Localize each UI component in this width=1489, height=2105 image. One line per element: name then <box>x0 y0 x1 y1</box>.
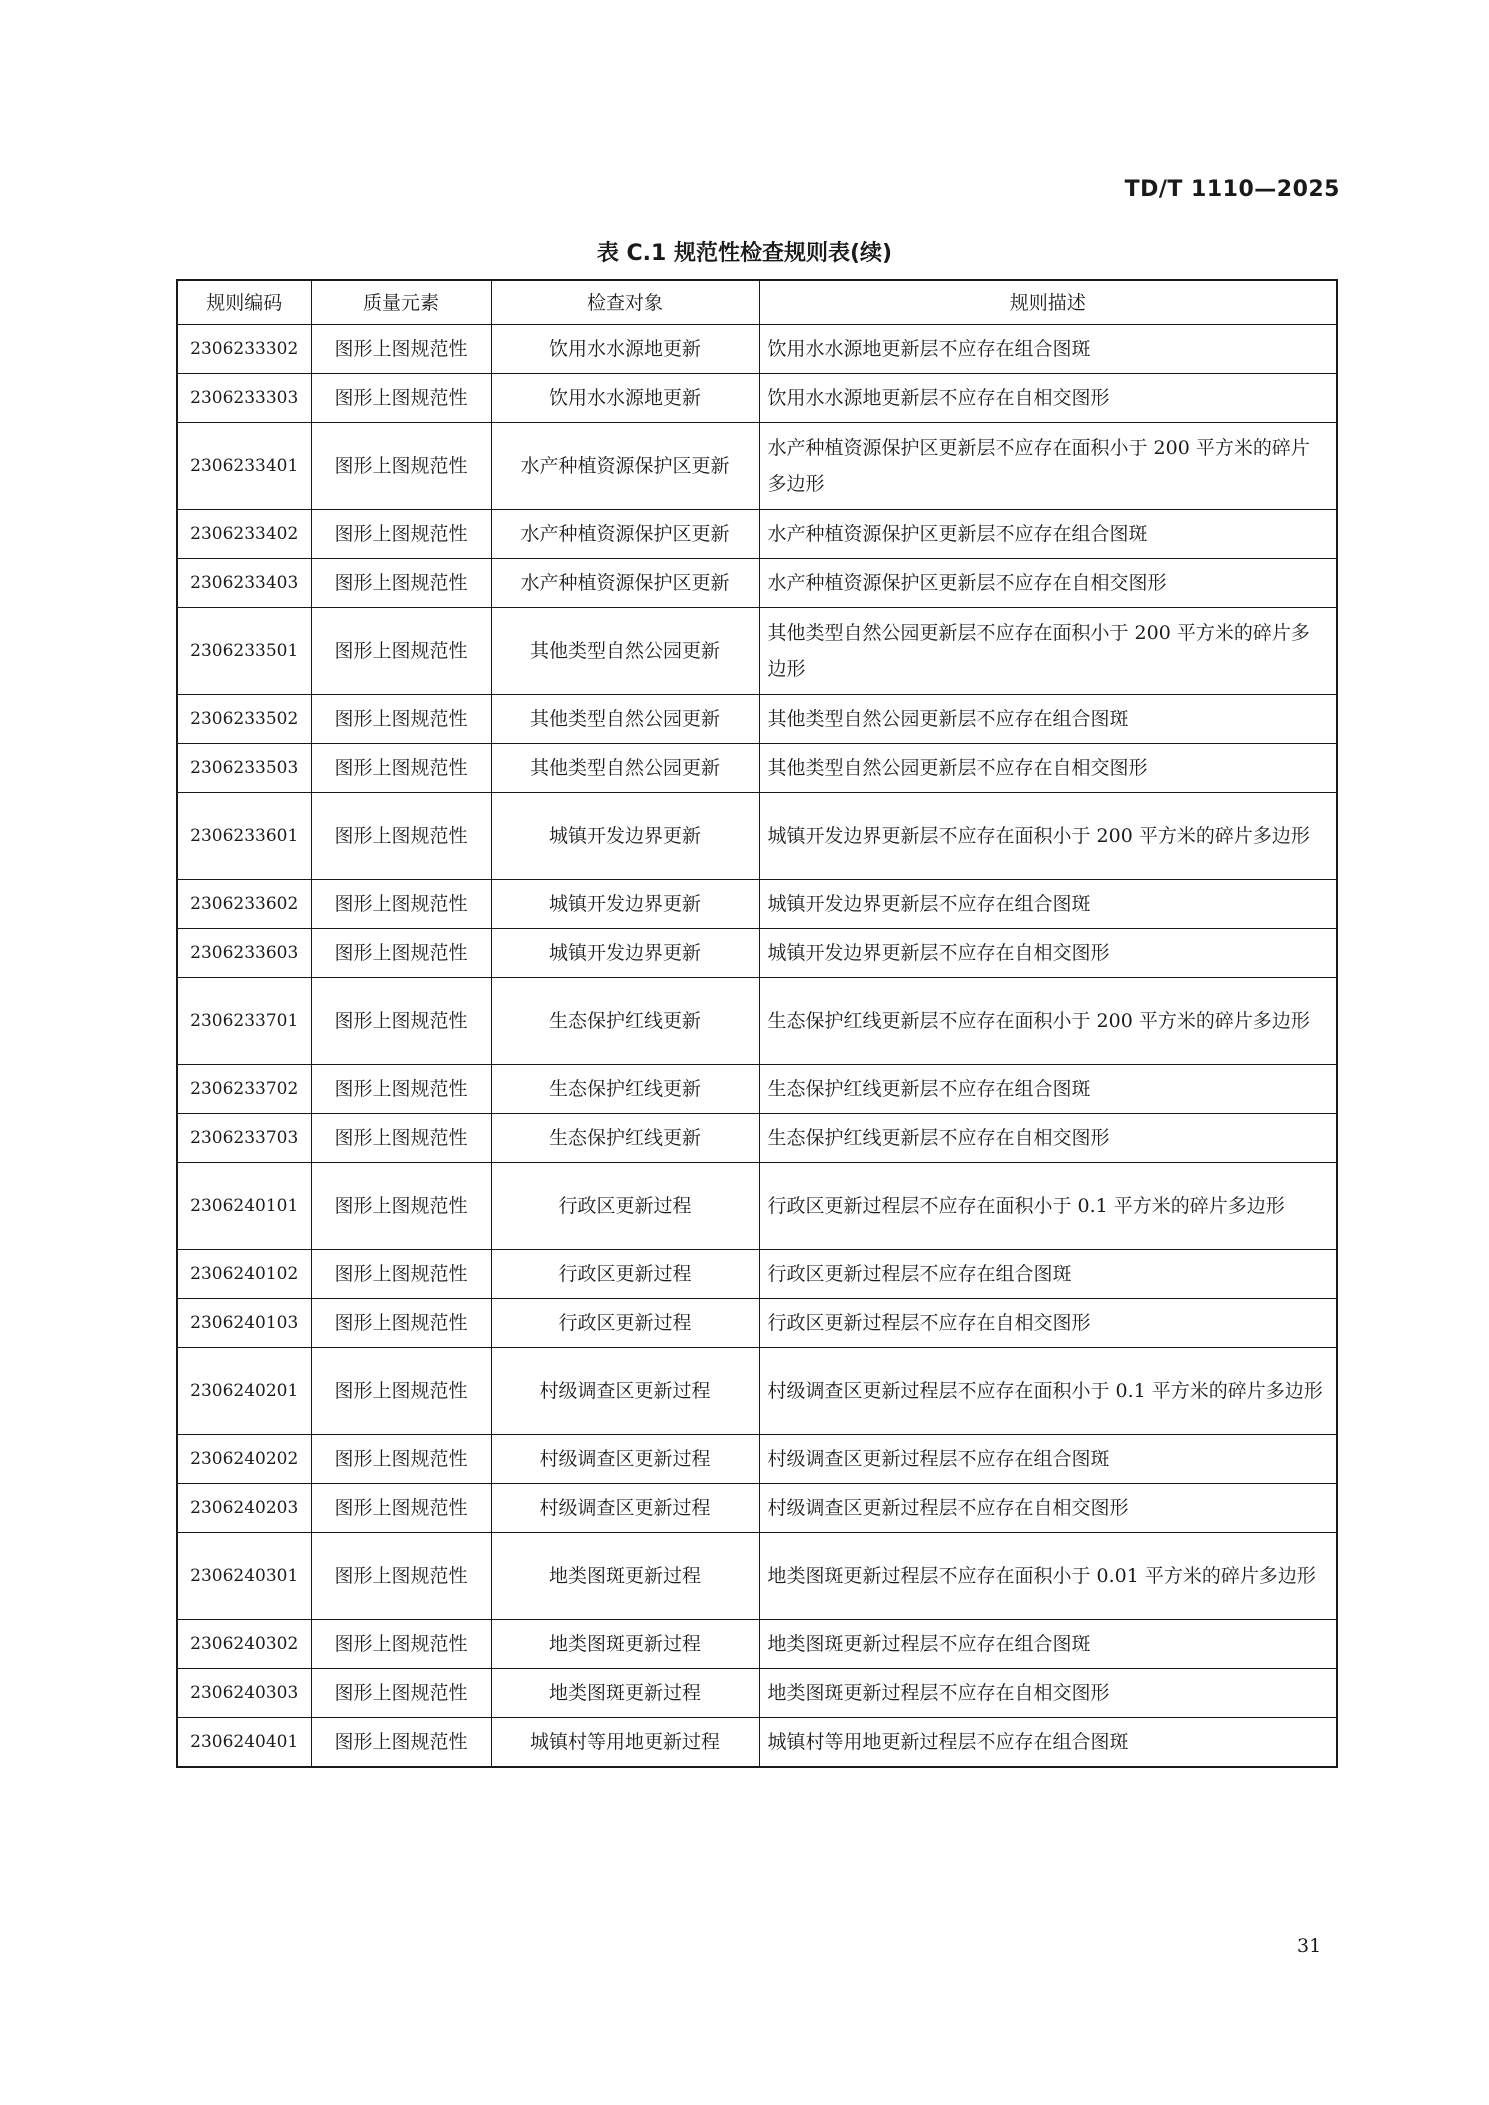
rule-description-cell: 城镇开发边界更新层不应存在组合图斑 <box>759 880 1337 929</box>
rule-code-cell: 2306233302 <box>177 325 311 374</box>
rule-code-cell: 2306233401 <box>177 423 311 510</box>
table-row <box>177 1435 1337 1484</box>
check-object-cell: 村级调查区更新过程 <box>491 1348 759 1435</box>
check-object-cell: 饮用水水源地更新 <box>491 374 759 423</box>
rule-description-cell: 生态保护红线更新层不应存在组合图斑 <box>759 1065 1337 1114</box>
quality-element-cell: 图形上图规范性 <box>311 1718 491 1768</box>
quality-element-cell: 图形上图规范性 <box>311 1065 491 1114</box>
quality-element-cell: 图形上图规范性 <box>311 374 491 423</box>
rule-description-cell: 村级调查区更新过程层不应存在组合图斑 <box>759 1435 1337 1484</box>
quality-element-cell: 图形上图规范性 <box>311 1114 491 1163</box>
check-object-cell: 生态保护红线更新 <box>491 1065 759 1114</box>
quality-element-cell: 图形上图规范性 <box>311 1620 491 1669</box>
table-row <box>177 325 1337 374</box>
check-object-cell: 水产种植资源保护区更新 <box>491 423 759 510</box>
check-object-cell: 其他类型自然公园更新 <box>491 744 759 793</box>
table-row <box>177 1669 1337 1718</box>
quality-element-cell: 图形上图规范性 <box>311 1163 491 1250</box>
rule-code-cell: 2306240301 <box>177 1533 311 1620</box>
quality-element-cell: 图形上图规范性 <box>311 1250 491 1299</box>
check-object-cell: 水产种植资源保护区更新 <box>491 559 759 608</box>
check-object-cell: 其他类型自然公园更新 <box>491 695 759 744</box>
rule-description-cell: 村级调查区更新过程层不应存在自相交图形 <box>759 1484 1337 1533</box>
rule-code-cell: 2306233701 <box>177 978 311 1065</box>
rule-description-cell: 饮用水水源地更新层不应存在自相交图形 <box>759 374 1337 423</box>
rule-code-cell: 2306240103 <box>177 1299 311 1348</box>
check-object-cell: 地类图斑更新过程 <box>491 1669 759 1718</box>
rule-code-cell: 2306233502 <box>177 695 311 744</box>
rule-code-cell: 2306233702 <box>177 1065 311 1114</box>
rule-code-cell: 2306240401 <box>177 1718 311 1768</box>
rule-description-cell: 水产种植资源保护区更新层不应存在面积小于 200 平方米的碎片多边形 <box>759 423 1337 510</box>
rule-code-cell: 2306233403 <box>177 559 311 608</box>
rule-description-cell: 地类图斑更新过程层不应存在面积小于 0.01 平方米的碎片多边形 <box>759 1533 1337 1620</box>
table-row <box>177 1484 1337 1533</box>
rule-description-cell: 村级调查区更新过程层不应存在面积小于 0.1 平方米的碎片多边形 <box>759 1348 1337 1435</box>
rule-description-cell: 其他类型自然公园更新层不应存在自相交图形 <box>759 744 1337 793</box>
rule-description-cell: 城镇村等用地更新过程层不应存在组合图斑 <box>759 1718 1337 1768</box>
quality-element-cell: 图形上图规范性 <box>311 325 491 374</box>
table-header-row <box>177 280 1337 325</box>
check-object-cell: 地类图斑更新过程 <box>491 1620 759 1669</box>
rule-code-cell: 2306240202 <box>177 1435 311 1484</box>
quality-element-cell: 图形上图规范性 <box>311 793 491 880</box>
rule-code-cell: 2306233402 <box>177 510 311 559</box>
column-header-element: 质量元素 <box>311 280 491 325</box>
rule-description-cell: 生态保护红线更新层不应存在面积小于 200 平方米的碎片多边形 <box>759 978 1337 1065</box>
rule-description-cell: 水产种植资源保护区更新层不应存在自相交图形 <box>759 559 1337 608</box>
rule-description-cell: 行政区更新过程层不应存在面积小于 0.1 平方米的碎片多边形 <box>759 1163 1337 1250</box>
rule-code-cell: 2306233603 <box>177 929 311 978</box>
check-object-cell: 生态保护红线更新 <box>491 978 759 1065</box>
rule-description-cell: 城镇开发边界更新层不应存在自相交图形 <box>759 929 1337 978</box>
quality-element-cell: 图形上图规范性 <box>311 559 491 608</box>
column-header-object: 检查对象 <box>491 280 759 325</box>
rule-code-cell: 2306233501 <box>177 608 311 695</box>
check-object-cell: 村级调查区更新过程 <box>491 1435 759 1484</box>
rule-description-cell: 饮用水水源地更新层不应存在组合图斑 <box>759 325 1337 374</box>
table-row <box>177 1114 1337 1163</box>
check-object-cell: 村级调查区更新过程 <box>491 1484 759 1533</box>
column-header-code: 规则编码 <box>177 280 311 325</box>
quality-element-cell: 图形上图规范性 <box>311 1299 491 1348</box>
quality-element-cell: 图形上图规范性 <box>311 929 491 978</box>
check-object-cell: 地类图斑更新过程 <box>491 1533 759 1620</box>
quality-element-cell: 图形上图规范性 <box>311 978 491 1065</box>
quality-element-cell: 图形上图规范性 <box>311 608 491 695</box>
table-row <box>177 978 1337 1065</box>
table-row <box>177 744 1337 793</box>
quality-element-cell: 图形上图规范性 <box>311 510 491 559</box>
rule-description-cell: 水产种植资源保护区更新层不应存在组合图斑 <box>759 510 1337 559</box>
rule-code-cell: 2306233303 <box>177 374 311 423</box>
check-object-cell: 饮用水水源地更新 <box>491 325 759 374</box>
table-title: 表 C.1 规范性检查规则表(续) <box>596 241 893 266</box>
table-row <box>177 1299 1337 1348</box>
table-row <box>177 423 1337 510</box>
rule-code-cell: 2306233601 <box>177 793 311 880</box>
table-row <box>177 1163 1337 1250</box>
quality-element-cell: 图形上图规范性 <box>311 695 491 744</box>
check-object-cell: 生态保护红线更新 <box>491 1114 759 1163</box>
rule-description-cell: 行政区更新过程层不应存在组合图斑 <box>759 1250 1337 1299</box>
check-object-cell: 城镇村等用地更新过程 <box>491 1718 759 1768</box>
check-object-cell: 行政区更新过程 <box>491 1250 759 1299</box>
quality-element-cell: 图形上图规范性 <box>311 880 491 929</box>
rule-description-cell: 地类图斑更新过程层不应存在自相交图形 <box>759 1669 1337 1718</box>
quality-element-cell: 图形上图规范性 <box>311 1669 491 1718</box>
table-row <box>177 880 1337 929</box>
table-row <box>177 510 1337 559</box>
table-row <box>177 559 1337 608</box>
rule-description-cell: 其他类型自然公园更新层不应存在组合图斑 <box>759 695 1337 744</box>
check-object-cell: 城镇开发边界更新 <box>491 793 759 880</box>
table-row <box>177 374 1337 423</box>
table-row <box>177 608 1337 695</box>
rule-code-cell: 2306240302 <box>177 1620 311 1669</box>
rule-code-cell: 2306233503 <box>177 744 311 793</box>
rule-code-cell: 2306240201 <box>177 1348 311 1435</box>
quality-element-cell: 图形上图规范性 <box>311 1435 491 1484</box>
check-object-cell: 城镇开发边界更新 <box>491 929 759 978</box>
table-body <box>177 325 1337 1768</box>
table-row <box>177 1620 1337 1669</box>
quality-element-cell: 图形上图规范性 <box>311 1348 491 1435</box>
table-row <box>177 1250 1337 1299</box>
document-code: TD/T 1110—2025 <box>1124 177 1340 202</box>
check-object-cell: 其他类型自然公园更新 <box>491 608 759 695</box>
table-row <box>177 1065 1337 1114</box>
rule-code-cell: 2306240303 <box>177 1669 311 1718</box>
table-row <box>177 793 1337 880</box>
rule-code-cell: 2306240102 <box>177 1250 311 1299</box>
rule-description-cell: 地类图斑更新过程层不应存在组合图斑 <box>759 1620 1337 1669</box>
quality-element-cell: 图形上图规范性 <box>311 1484 491 1533</box>
quality-element-cell: 图形上图规范性 <box>311 744 491 793</box>
rule-code-cell: 2306233703 <box>177 1114 311 1163</box>
check-object-cell: 水产种植资源保护区更新 <box>491 510 759 559</box>
quality-element-cell: 图形上图规范性 <box>311 1533 491 1620</box>
table-row <box>177 1348 1337 1435</box>
rule-description-cell: 生态保护红线更新层不应存在自相交图形 <box>759 1114 1337 1163</box>
check-object-cell: 行政区更新过程 <box>491 1299 759 1348</box>
check-object-cell: 行政区更新过程 <box>491 1163 759 1250</box>
rule-code-cell: 2306240101 <box>177 1163 311 1250</box>
rule-description-cell: 城镇开发边界更新层不应存在面积小于 200 平方米的碎片多边形 <box>759 793 1337 880</box>
rule-code-cell: 2306240203 <box>177 1484 311 1533</box>
rule-description-cell: 其他类型自然公园更新层不应存在面积小于 200 平方米的碎片多边形 <box>759 608 1337 695</box>
page-number: 31 <box>1297 1935 1322 1957</box>
rule-description-cell: 行政区更新过程层不应存在自相交图形 <box>759 1299 1337 1348</box>
table-row <box>177 929 1337 978</box>
check-object-cell: 城镇开发边界更新 <box>491 880 759 929</box>
rule-code-cell: 2306233602 <box>177 880 311 929</box>
quality-element-cell: 图形上图规范性 <box>311 423 491 510</box>
column-header-description: 规则描述 <box>759 280 1337 325</box>
table-row <box>177 695 1337 744</box>
table-row <box>177 1533 1337 1620</box>
table-row <box>177 1718 1337 1768</box>
rules-table <box>176 279 1338 1768</box>
